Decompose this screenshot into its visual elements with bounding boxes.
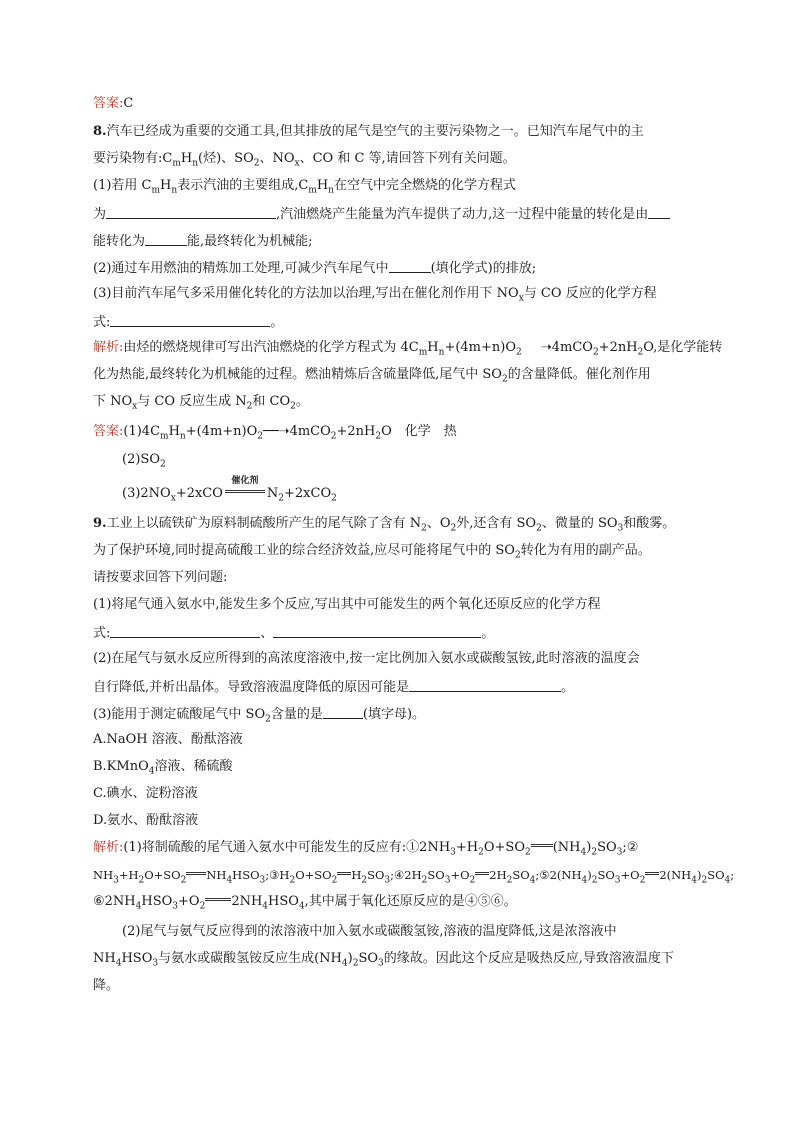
q9-stem-line2: 为了保护环境,同时提高硫酸工业的综合经济效益,应尽可能将尾气中的 $SO_2$转化为有用的副产品。 [93, 543, 651, 561]
answer-blank[interactable] [110, 624, 260, 638]
q9-part2-line2: 自行降低,并析出晶体。导致溶液温度降低的原因可能是 。 [93, 680, 575, 695]
q9-part1-line2: 式: 、 。 [93, 626, 495, 641]
q9-part1-line1: (1)将尾气通入氨水中,能发生多个反应,写出其中可能发生的两个氧化还原反应的化学方程 [93, 597, 601, 612]
answer-value: C [123, 96, 134, 111]
catalyst-condition: 催化剂 [225, 486, 265, 502]
q8-part2: (2)通过车用燃油的精炼加工处理,可减少汽车尾气中 (填化学式)的排放; [93, 261, 537, 276]
q9-number: 9. [93, 516, 107, 531]
explanation-label: 解析: [93, 840, 124, 855]
explanation-label: 解析: [93, 340, 124, 355]
q9-explanation-line2: $NH_3+H_2O+SO_2$ $NH_4HSO_3;③H_2O+SO_2$ $H_2SO_3;④2H_2SO_3+O_2$ $2H_2SO_4;⑤2(NH_4)_2SO_3+O_2$ $2(NH_4)_2SO_4$; [93, 868, 735, 886]
q9-part2-line1: (2)在尾气与氨水反应所得到的高浓度溶液中,按一定比例加入氨水或碳酸氢铵,此时溶液的温度会 [93, 651, 640, 666]
q8-part3-line1: (3)目前汽车尾气多采用催化转化的方法加以治理,写出在催化剂作用下 $NO_x$与 CO 反应的化学方程 [93, 286, 657, 304]
equals-sign [205, 898, 231, 901]
q8-explanation-line1: 解析:由烃的燃烧规律可写出汽油燃烧的化学方程式为 $4C_mH_n+(4m+n)O_2$ $➝4mCO_2+2nH_2O$,是化学能转 [93, 340, 723, 358]
q9-explanation-line1: 解析:(1)将制硫酸的尾气通入氨水中可能发生的反应有$:①2NH_3+H_2O+SO_2$ $(NH_4)_2SO_3;②$ [93, 840, 639, 858]
q8-part3-line2: 式: 。 [93, 315, 284, 330]
arrow-icon: ➝ [540, 340, 552, 355]
q9-option-d: D.氨水、酚酞溶液 [93, 813, 199, 828]
prev-answer [93, 96, 133, 112]
answer-blank[interactable] [106, 205, 276, 219]
answer-blank[interactable] [110, 313, 270, 327]
q9-part3: (3)能用于测定硫酸尾气中 $SO_2$含量的是 (填字母)。 [93, 707, 426, 725]
equals-sign [531, 844, 553, 847]
q8-explanation-line3: 下 $NO_x$与 CO 反应生成 $N_2$和 $CO_2$。 [93, 394, 309, 412]
answer-blank[interactable] [389, 259, 431, 273]
q8-stem-line2: 要污染物有$:C_mH_n$(烃)、$SO_2$、$NO_x$、CO 和 C 等,请回答下列有关问题。 [93, 151, 516, 169]
q8-answer-line1: 答案$:(1)4C_mH_n+(4m+n)O_2──➝4mCO_2+2nH_2O$ 化学 热 [93, 424, 457, 442]
q8-part1-line3: 能转化为 能,最终转化为机械能; [93, 234, 313, 249]
q9-explanation-line5: $NH_4HSO_3$与氨水或碳酸氢铵反应生成$(NH_4)_2SO_3$的缘故。因此这个反应是吸热反应,导致溶液温度下 [93, 951, 674, 969]
q9-explanation-line4: (2)尾气与氨气反应得到的浓溶液中加入氨水或碳酸氢铵,溶液的温度降低,这是浓溶液中 [122, 924, 617, 939]
q9-option-a: A.NaOH 溶液、酚酞溶液 [93, 732, 243, 747]
answer-blank[interactable] [273, 624, 481, 638]
q9-explanation-line3: $⑥2NH_4HSO_3+O_2$ $2NH_4HSO_4$,其中属于氧化还原反应的是④⑤⑥。 [93, 894, 517, 912]
q8-part1-line1: (1)若用 $C_mH_n$表示汽油的主要组成$,C_mH_n$在空气中完全燃烧的化学方程式 [93, 178, 516, 196]
q9-stem-line1: 9.工业上以硫铁矿为原料制硫酸所产生的尾气除了含有 $N_2$、$O_2$外,还含有 $SO_2$、微量的 $SO_3$和酸雾。 [93, 516, 676, 534]
equals-sign [186, 872, 206, 875]
q8-part1-line2: 为 ,汽油燃烧产生能量为汽车提供了动力,这一过程中能量的转化是由 [93, 205, 670, 223]
q9-option-b: B.KMnO$_4$溶液、稀硫酸 [93, 759, 233, 777]
equals-sign [645, 872, 659, 875]
equals-sign [337, 872, 351, 875]
q8-stem-line1: 8.汽车已经成为重要的交通工具,但其排放的尾气是空气的主要污染物之一。已知汽车尾气中的主 [93, 124, 644, 139]
q9-explanation-line6: 降。 [93, 978, 120, 993]
q9-option-c: C.碘水、淀粉溶液 [93, 786, 198, 801]
answer-blank[interactable] [145, 232, 187, 246]
q9-stem-line3: 请按要求回答下列问题: [93, 570, 228, 585]
equals-sign [225, 490, 265, 493]
arrow-icon: ──➝ [263, 424, 290, 439]
answer-blank[interactable] [648, 205, 670, 219]
equals-sign [475, 872, 489, 875]
answer-label: 答案: [93, 96, 124, 111]
answer-blank[interactable] [323, 705, 363, 719]
q8-answer-line2: $(2)SO_2$ [122, 452, 166, 470]
q8-number: 8. [93, 124, 107, 139]
answer-blank[interactable] [409, 678, 561, 692]
q8-answer-line3: $(3)2NO_x+2xCO$ 催化剂 $N_2+2xCO_2$ [122, 476, 337, 504]
answer-label: 答案: [93, 424, 124, 439]
q8-explanation-line2: 化为热能,最终转化为机械能的过程。燃油精炼后含硫量降低,尾气中 $SO_2$的含量降低。催化剂作用 [93, 367, 651, 385]
